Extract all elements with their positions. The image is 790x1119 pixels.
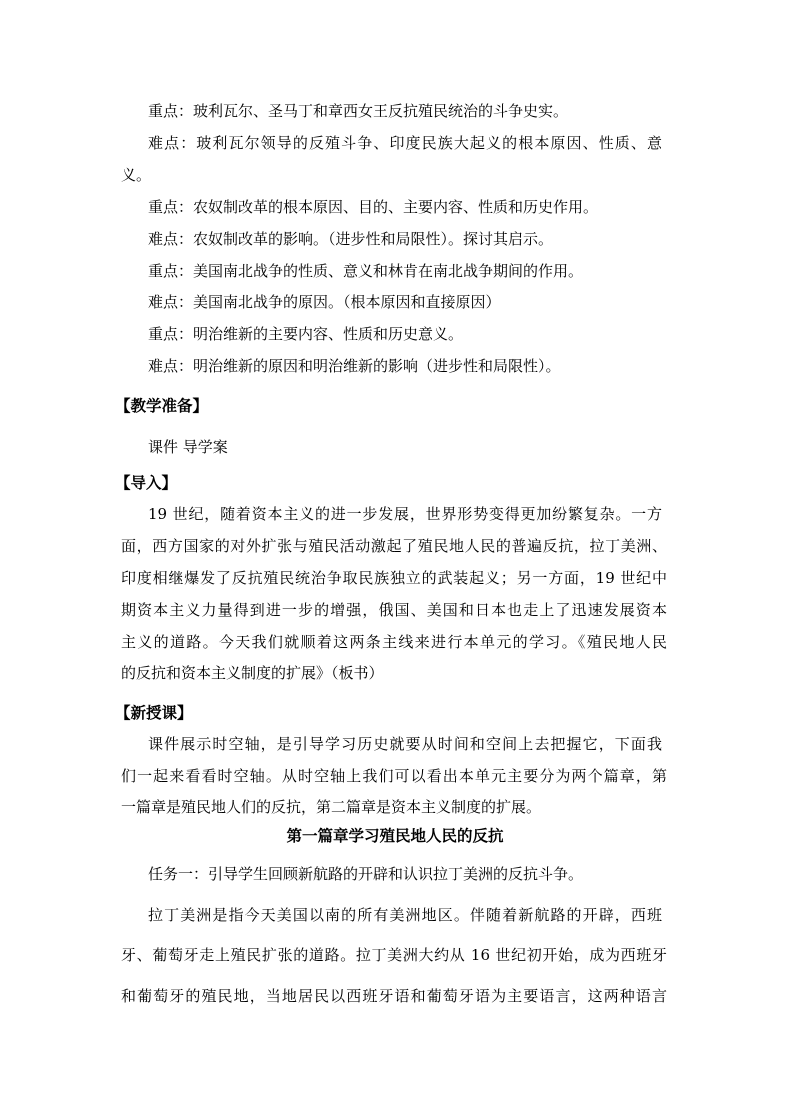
body-paragraph-line: 牙、葡萄牙走上殖民扩张的道路。拉丁美洲大约从 16 世纪初开始，成为西班牙 xyxy=(121,946,667,964)
intro-paragraph-line: 印度相继爆发了反抗殖民统治争取民族独立的武装起义；另一方面，19 世纪中 xyxy=(121,569,667,587)
key-point-line: 重点：农奴制改革的根本原因、目的、主要内容、性质和历史作用。 xyxy=(148,198,599,216)
key-point-line: 重点：明治维新的主要内容、性质和历史意义。 xyxy=(148,325,464,343)
body-paragraph-line: 拉丁美洲是指今天美国以南的所有美洲地区。伴随着新航路的开辟，西班 xyxy=(148,906,662,924)
section-heading-new-lesson: 【新授课】 xyxy=(115,703,193,722)
difficult-point-line: 难点：美国南北战争的原因。（根本原因和直接原因） xyxy=(148,293,501,311)
intro-paragraph-line: 的反抗和资本主义制度的扩展》（板书） xyxy=(121,664,384,682)
prep-text: 课件 导学案 xyxy=(148,438,228,456)
lesson-paragraph-line: 一篇章是殖民地人们的反抗，第二篇章是资本主义制度的扩展。 xyxy=(121,798,542,816)
task-line: 任务一：引导学生回顾新航路的开辟和认识拉丁美洲的反抗斗争。 xyxy=(148,865,584,883)
difficult-point-line-cont: 义。 xyxy=(121,166,152,184)
intro-paragraph-line: 主义的道路。今天我们就顺着这两条主线来进行本单元的学习。《殖民地人民 xyxy=(121,633,667,651)
intro-paragraph-line: 面，西方国家的对外扩张与殖民活动激起了殖民地人民的普遍反抗，拉丁美洲、 xyxy=(121,537,667,555)
difficult-point-line: 难点：农奴制改革的影响。（进步性和局限性）。探讨其启示。 xyxy=(148,230,554,248)
difficult-point-line: 难点：明治维新的原因和明治维新的影响（进步性和局限性）。 xyxy=(148,357,561,375)
lesson-paragraph-line: 们一起来看看时空轴。从时空轴上我们可以看出本单元主要分为两个篇章，第 xyxy=(121,767,667,785)
section-heading-prep: 【教学准备】 xyxy=(115,396,209,415)
body-paragraph-line: 和葡萄牙的殖民地，当地居民以西班牙语和葡萄牙语为主要语言，这两种语言 xyxy=(121,987,667,1005)
key-point-line: 重点：玻利瓦尔、圣马丁和章西女王反抗殖民统治的斗争史实。 xyxy=(148,102,569,120)
key-point-line: 重点：美国南北战争的性质、意义和林肯在南北战争期间的作用。 xyxy=(148,262,584,280)
lesson-paragraph-line: 课件展示时空轴，是引导学习历史就要从时间和空间上去把握它，下面我 xyxy=(148,735,662,753)
intro-paragraph-line: 19 世纪，随着资本主义的进一步发展，世界形势变得更加纷繁复杂。一方 xyxy=(148,505,662,523)
intro-paragraph-line: 期资本主义力量得到进一步的增强，俄国、美国和日本也走上了迅速发展资本 xyxy=(121,601,667,619)
difficult-point-line: 难点：玻利瓦尔领导的反殖斗争、印度民族大起义的根本原因、性质、意 xyxy=(148,134,662,152)
section-heading-intro: 【导入】 xyxy=(115,473,178,492)
chapter-title: 第一篇章学习殖民地人民的反抗 xyxy=(286,826,504,845)
